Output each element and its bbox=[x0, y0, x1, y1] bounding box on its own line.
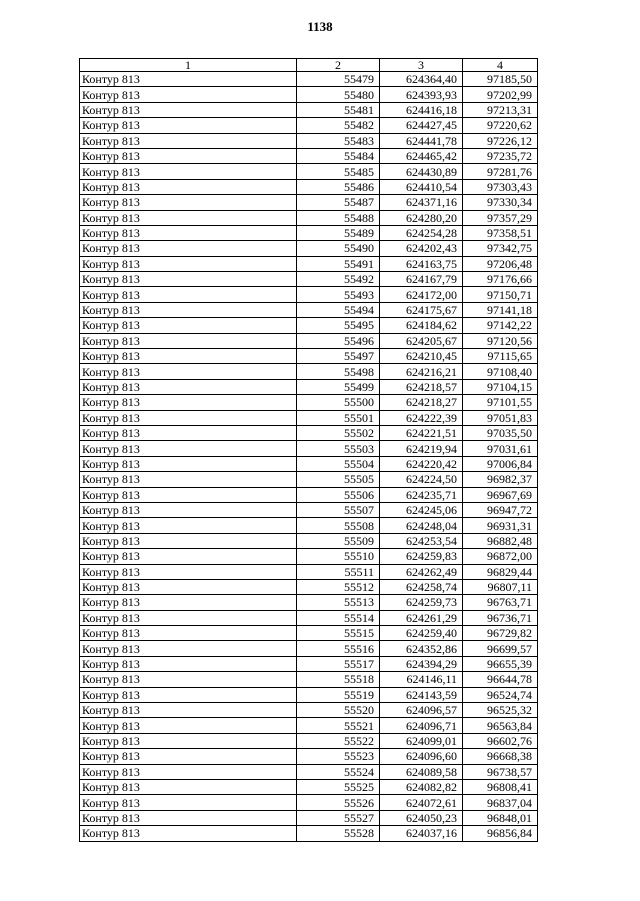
table-row bbox=[80, 810, 538, 825]
table-row bbox=[80, 72, 538, 87]
y-coordinate-cell: 97357,29 bbox=[463, 210, 538, 225]
point-number-cell: 55512 bbox=[297, 579, 380, 594]
table-row bbox=[80, 502, 538, 517]
y-coordinate-cell: 97281,76 bbox=[463, 164, 538, 179]
table-row bbox=[80, 148, 538, 163]
table-body bbox=[80, 72, 538, 842]
x-coordinate-cell: 624222,39 bbox=[380, 410, 463, 425]
contour-name-cell: Контур 813 bbox=[80, 225, 297, 240]
y-coordinate-cell: 97142,22 bbox=[463, 318, 538, 333]
y-coordinate-cell: 96602,76 bbox=[463, 733, 538, 748]
point-number-cell: 55515 bbox=[297, 626, 380, 641]
y-coordinate-cell: 97150,71 bbox=[463, 287, 538, 302]
y-coordinate-cell: 97120,56 bbox=[463, 333, 538, 348]
y-coordinate-cell: 97051,83 bbox=[463, 410, 538, 425]
table-row bbox=[80, 364, 538, 379]
x-coordinate-cell: 624261,29 bbox=[380, 610, 463, 625]
x-coordinate-cell: 624259,83 bbox=[380, 549, 463, 564]
point-number-cell: 55486 bbox=[297, 179, 380, 194]
page-number: 1138 bbox=[307, 19, 333, 34]
x-coordinate-cell: 624218,27 bbox=[380, 395, 463, 410]
point-number-cell: 55484 bbox=[297, 148, 380, 163]
table-row bbox=[80, 626, 538, 641]
x-coordinate-cell: 624167,79 bbox=[380, 272, 463, 287]
contour-name-cell: Контур 813 bbox=[80, 179, 297, 194]
x-coordinate-cell: 624259,73 bbox=[380, 595, 463, 610]
point-number-cell: 55517 bbox=[297, 656, 380, 671]
table-row bbox=[80, 441, 538, 456]
y-coordinate-cell: 96563,84 bbox=[463, 718, 538, 733]
point-number-cell: 55492 bbox=[297, 272, 380, 287]
point-number-cell: 55481 bbox=[297, 102, 380, 117]
table-header-row bbox=[80, 59, 538, 72]
x-coordinate-cell: 624441,78 bbox=[380, 133, 463, 148]
point-number-cell: 55490 bbox=[297, 241, 380, 256]
table-row bbox=[80, 749, 538, 764]
contour-name-cell: Контур 813 bbox=[80, 641, 297, 656]
contour-name-cell: Контур 813 bbox=[80, 656, 297, 671]
point-number-cell: 55511 bbox=[297, 564, 380, 579]
y-coordinate-cell: 96807,11 bbox=[463, 579, 538, 594]
y-coordinate-cell: 97104,15 bbox=[463, 379, 538, 394]
x-coordinate-cell: 624210,45 bbox=[380, 349, 463, 364]
contour-name-cell: Контур 813 bbox=[80, 272, 297, 287]
x-coordinate-cell: 624096,57 bbox=[380, 703, 463, 718]
y-coordinate-cell: 97342,75 bbox=[463, 241, 538, 256]
contour-name-cell: Контур 813 bbox=[80, 672, 297, 687]
table-row bbox=[80, 687, 538, 702]
point-number-cell: 55489 bbox=[297, 225, 380, 240]
x-coordinate-cell: 624280,20 bbox=[380, 210, 463, 225]
y-coordinate-cell: 97330,34 bbox=[463, 195, 538, 210]
point-number-cell: 55508 bbox=[297, 518, 380, 533]
table-row bbox=[80, 703, 538, 718]
point-number-cell: 55496 bbox=[297, 333, 380, 348]
contour-name-cell: Контур 813 bbox=[80, 826, 297, 841]
contour-name-cell: Контур 813 bbox=[80, 472, 297, 487]
contour-name-cell: Контур 813 bbox=[80, 256, 297, 271]
y-coordinate-cell: 97213,31 bbox=[463, 102, 538, 117]
point-number-cell: 55500 bbox=[297, 395, 380, 410]
y-coordinate-cell: 97358,51 bbox=[463, 225, 538, 240]
point-number-cell: 55523 bbox=[297, 749, 380, 764]
table-row bbox=[80, 349, 538, 364]
table-row bbox=[80, 87, 538, 102]
y-coordinate-cell: 97226,12 bbox=[463, 133, 538, 148]
contour-name-cell: Контур 813 bbox=[80, 733, 297, 748]
table-row bbox=[80, 518, 538, 533]
contour-name-cell: Контур 813 bbox=[80, 795, 297, 810]
x-coordinate-cell: 624089,58 bbox=[380, 764, 463, 779]
y-coordinate-cell: 97176,66 bbox=[463, 272, 538, 287]
y-coordinate-cell: 96848,01 bbox=[463, 810, 538, 825]
contour-name-cell: Контур 813 bbox=[80, 72, 297, 87]
contour-name-cell: Контур 813 bbox=[80, 718, 297, 733]
table-row bbox=[80, 195, 538, 210]
column-header: 3 bbox=[380, 59, 463, 72]
contour-name-cell: Контур 813 bbox=[80, 395, 297, 410]
table-row bbox=[80, 302, 538, 317]
x-coordinate-cell: 624218,57 bbox=[380, 379, 463, 394]
contour-name-cell: Контур 813 bbox=[80, 626, 297, 641]
table-row bbox=[80, 610, 538, 625]
table-row bbox=[80, 564, 538, 579]
x-coordinate-cell: 624371,16 bbox=[380, 195, 463, 210]
x-coordinate-cell: 624248,04 bbox=[380, 518, 463, 533]
point-number-cell: 55528 bbox=[297, 826, 380, 841]
contour-name-cell: Контур 813 bbox=[80, 502, 297, 517]
contour-name-cell: Контур 813 bbox=[80, 333, 297, 348]
table-row bbox=[80, 395, 538, 410]
point-number-cell: 55501 bbox=[297, 410, 380, 425]
y-coordinate-cell: 97031,61 bbox=[463, 441, 538, 456]
table-row bbox=[80, 472, 538, 487]
y-coordinate-cell: 97220,62 bbox=[463, 118, 538, 133]
table-row bbox=[80, 133, 538, 148]
table-row bbox=[80, 826, 538, 841]
point-number-cell: 55509 bbox=[297, 533, 380, 548]
x-coordinate-cell: 624143,59 bbox=[380, 687, 463, 702]
x-coordinate-cell: 624416,18 bbox=[380, 102, 463, 117]
x-coordinate-cell: 624202,43 bbox=[380, 241, 463, 256]
point-number-cell: 55520 bbox=[297, 703, 380, 718]
table-row bbox=[80, 733, 538, 748]
column-header: 4 bbox=[463, 59, 538, 72]
contour-name-cell: Контур 813 bbox=[80, 302, 297, 317]
x-coordinate-cell: 624163,75 bbox=[380, 256, 463, 271]
table-row bbox=[80, 179, 538, 194]
table-row bbox=[80, 549, 538, 564]
contour-name-cell: Контур 813 bbox=[80, 779, 297, 794]
table-row bbox=[80, 656, 538, 671]
point-number-cell: 55526 bbox=[297, 795, 380, 810]
y-coordinate-cell: 97101,55 bbox=[463, 395, 538, 410]
x-coordinate-cell: 624253,54 bbox=[380, 533, 463, 548]
table-row bbox=[80, 256, 538, 271]
table-row bbox=[80, 533, 538, 548]
y-coordinate-cell: 96967,69 bbox=[463, 487, 538, 502]
contour-name-cell: Контур 813 bbox=[80, 810, 297, 825]
table-row bbox=[80, 102, 538, 117]
y-coordinate-cell: 96738,57 bbox=[463, 764, 538, 779]
x-coordinate-cell: 624175,67 bbox=[380, 302, 463, 317]
x-coordinate-cell: 624096,60 bbox=[380, 749, 463, 764]
table-row bbox=[80, 718, 538, 733]
coordinates-table bbox=[79, 58, 538, 842]
table-row bbox=[80, 210, 538, 225]
point-number-cell: 55505 bbox=[297, 472, 380, 487]
x-coordinate-cell: 624082,82 bbox=[380, 779, 463, 794]
x-coordinate-cell: 624221,51 bbox=[380, 425, 463, 440]
contour-name-cell: Контур 813 bbox=[80, 425, 297, 440]
x-coordinate-cell: 624219,94 bbox=[380, 441, 463, 456]
contour-name-cell: Контур 813 bbox=[80, 102, 297, 117]
y-coordinate-cell: 96655,39 bbox=[463, 656, 538, 671]
x-coordinate-cell: 624099,01 bbox=[380, 733, 463, 748]
x-coordinate-cell: 624072,61 bbox=[380, 795, 463, 810]
point-number-cell: 55502 bbox=[297, 425, 380, 440]
y-coordinate-cell: 97235,72 bbox=[463, 148, 538, 163]
table-row bbox=[80, 795, 538, 810]
x-coordinate-cell: 624259,40 bbox=[380, 626, 463, 641]
x-coordinate-cell: 624465,42 bbox=[380, 148, 463, 163]
contour-name-cell: Контур 813 bbox=[80, 349, 297, 364]
x-coordinate-cell: 624245,06 bbox=[380, 502, 463, 517]
contour-name-cell: Контур 813 bbox=[80, 410, 297, 425]
y-coordinate-cell: 96829,44 bbox=[463, 564, 538, 579]
table-row bbox=[80, 118, 538, 133]
point-number-cell: 55497 bbox=[297, 349, 380, 364]
y-coordinate-cell: 97185,50 bbox=[463, 72, 538, 87]
contour-name-cell: Контур 813 bbox=[80, 148, 297, 163]
point-number-cell: 55499 bbox=[297, 379, 380, 394]
table-row bbox=[80, 225, 538, 240]
table-row bbox=[80, 579, 538, 594]
contour-name-cell: Контур 813 bbox=[80, 579, 297, 594]
table-row bbox=[80, 272, 538, 287]
x-coordinate-cell: 624096,71 bbox=[380, 718, 463, 733]
contour-name-cell: Контур 813 bbox=[80, 164, 297, 179]
y-coordinate-cell: 96947,72 bbox=[463, 502, 538, 517]
table-row bbox=[80, 672, 538, 687]
point-number-cell: 55503 bbox=[297, 441, 380, 456]
contour-name-cell: Контур 813 bbox=[80, 749, 297, 764]
x-coordinate-cell: 624393,93 bbox=[380, 87, 463, 102]
table-row bbox=[80, 410, 538, 425]
y-coordinate-cell: 97202,99 bbox=[463, 87, 538, 102]
point-number-cell: 55522 bbox=[297, 733, 380, 748]
point-number-cell: 55510 bbox=[297, 549, 380, 564]
x-coordinate-cell: 624146,11 bbox=[380, 672, 463, 687]
contour-name-cell: Контур 813 bbox=[80, 564, 297, 579]
contour-name-cell: Контур 813 bbox=[80, 764, 297, 779]
y-coordinate-cell: 97108,40 bbox=[463, 364, 538, 379]
contour-name-cell: Контур 813 bbox=[80, 610, 297, 625]
point-number-cell: 55495 bbox=[297, 318, 380, 333]
table-row bbox=[80, 595, 538, 610]
point-number-cell: 55516 bbox=[297, 641, 380, 656]
table-row bbox=[80, 333, 538, 348]
y-coordinate-cell: 96525,32 bbox=[463, 703, 538, 718]
x-coordinate-cell: 624410,54 bbox=[380, 179, 463, 194]
y-coordinate-cell: 96856,84 bbox=[463, 826, 538, 841]
x-coordinate-cell: 624352,86 bbox=[380, 641, 463, 656]
column-header: 1 bbox=[80, 59, 297, 72]
contour-name-cell: Контур 813 bbox=[80, 133, 297, 148]
y-coordinate-cell: 96763,71 bbox=[463, 595, 538, 610]
table-row bbox=[80, 241, 538, 256]
y-coordinate-cell: 97115,65 bbox=[463, 349, 538, 364]
contour-name-cell: Контур 813 bbox=[80, 118, 297, 133]
table-row bbox=[80, 425, 538, 440]
y-coordinate-cell: 96524,74 bbox=[463, 687, 538, 702]
point-number-cell: 55504 bbox=[297, 456, 380, 471]
contour-name-cell: Контур 813 bbox=[80, 595, 297, 610]
contour-name-cell: Контур 813 bbox=[80, 379, 297, 394]
table-row bbox=[80, 779, 538, 794]
contour-name-cell: Контур 813 bbox=[80, 549, 297, 564]
point-number-cell: 55485 bbox=[297, 164, 380, 179]
y-coordinate-cell: 96808,41 bbox=[463, 779, 538, 794]
y-coordinate-cell: 96736,71 bbox=[463, 610, 538, 625]
point-number-cell: 55498 bbox=[297, 364, 380, 379]
column-header: 2 bbox=[297, 59, 380, 72]
point-number-cell: 55506 bbox=[297, 487, 380, 502]
contour-name-cell: Контур 813 bbox=[80, 687, 297, 702]
point-number-cell: 55493 bbox=[297, 287, 380, 302]
y-coordinate-cell: 97035,50 bbox=[463, 425, 538, 440]
contour-name-cell: Контур 813 bbox=[80, 441, 297, 456]
point-number-cell: 55521 bbox=[297, 718, 380, 733]
point-number-cell: 55514 bbox=[297, 610, 380, 625]
x-coordinate-cell: 624364,40 bbox=[380, 72, 463, 87]
y-coordinate-cell: 97006,84 bbox=[463, 456, 538, 471]
point-number-cell: 55513 bbox=[297, 595, 380, 610]
point-number-cell: 55494 bbox=[297, 302, 380, 317]
x-coordinate-cell: 624235,71 bbox=[380, 487, 463, 502]
point-number-cell: 55507 bbox=[297, 502, 380, 517]
point-number-cell: 55491 bbox=[297, 256, 380, 271]
contour-name-cell: Контур 813 bbox=[80, 210, 297, 225]
y-coordinate-cell: 97303,43 bbox=[463, 179, 538, 194]
y-coordinate-cell: 97206,48 bbox=[463, 256, 538, 271]
point-number-cell: 55519 bbox=[297, 687, 380, 702]
point-number-cell: 55480 bbox=[297, 87, 380, 102]
x-coordinate-cell: 624172,00 bbox=[380, 287, 463, 302]
y-coordinate-cell: 96872,00 bbox=[463, 549, 538, 564]
y-coordinate-cell: 96699,57 bbox=[463, 641, 538, 656]
table-row bbox=[80, 641, 538, 656]
contour-name-cell: Контур 813 bbox=[80, 487, 297, 502]
x-coordinate-cell: 624430,89 bbox=[380, 164, 463, 179]
contour-name-cell: Контур 813 bbox=[80, 518, 297, 533]
y-coordinate-cell: 96668,38 bbox=[463, 749, 538, 764]
contour-name-cell: Контур 813 bbox=[80, 87, 297, 102]
x-coordinate-cell: 624037,16 bbox=[380, 826, 463, 841]
point-number-cell: 55524 bbox=[297, 764, 380, 779]
contour-name-cell: Контур 813 bbox=[80, 456, 297, 471]
x-coordinate-cell: 624262,49 bbox=[380, 564, 463, 579]
x-coordinate-cell: 624224,50 bbox=[380, 472, 463, 487]
y-coordinate-cell: 96931,31 bbox=[463, 518, 538, 533]
point-number-cell: 55488 bbox=[297, 210, 380, 225]
contour-name-cell: Контур 813 bbox=[80, 195, 297, 210]
x-coordinate-cell: 624254,28 bbox=[380, 225, 463, 240]
contour-name-cell: Контур 813 bbox=[80, 533, 297, 548]
y-coordinate-cell: 96982,37 bbox=[463, 472, 538, 487]
x-coordinate-cell: 624184,62 bbox=[380, 318, 463, 333]
x-coordinate-cell: 624220,42 bbox=[380, 456, 463, 471]
y-coordinate-cell: 96837,04 bbox=[463, 795, 538, 810]
table-row bbox=[80, 456, 538, 471]
x-coordinate-cell: 624050,23 bbox=[380, 810, 463, 825]
point-number-cell: 55483 bbox=[297, 133, 380, 148]
contour-name-cell: Контур 813 bbox=[80, 703, 297, 718]
y-coordinate-cell: 96882,48 bbox=[463, 533, 538, 548]
table-row bbox=[80, 287, 538, 302]
point-number-cell: 55527 bbox=[297, 810, 380, 825]
x-coordinate-cell: 624427,45 bbox=[380, 118, 463, 133]
table-row bbox=[80, 318, 538, 333]
point-number-cell: 55479 bbox=[297, 72, 380, 87]
y-coordinate-cell: 96729,82 bbox=[463, 626, 538, 641]
contour-name-cell: Контур 813 bbox=[80, 287, 297, 302]
y-coordinate-cell: 96644,78 bbox=[463, 672, 538, 687]
y-coordinate-cell: 97141,18 bbox=[463, 302, 538, 317]
contour-name-cell: Контур 813 bbox=[80, 364, 297, 379]
table-row bbox=[80, 164, 538, 179]
contour-name-cell: Контур 813 bbox=[80, 241, 297, 256]
x-coordinate-cell: 624258,74 bbox=[380, 579, 463, 594]
table-row bbox=[80, 764, 538, 779]
table-row bbox=[80, 379, 538, 394]
point-number-cell: 55482 bbox=[297, 118, 380, 133]
x-coordinate-cell: 624205,67 bbox=[380, 333, 463, 348]
table-row bbox=[80, 487, 538, 502]
x-coordinate-cell: 624394,29 bbox=[380, 656, 463, 671]
point-number-cell: 55518 bbox=[297, 672, 380, 687]
point-number-cell: 55525 bbox=[297, 779, 380, 794]
contour-name-cell: Контур 813 bbox=[80, 318, 297, 333]
point-number-cell: 55487 bbox=[297, 195, 380, 210]
x-coordinate-cell: 624216,21 bbox=[380, 364, 463, 379]
